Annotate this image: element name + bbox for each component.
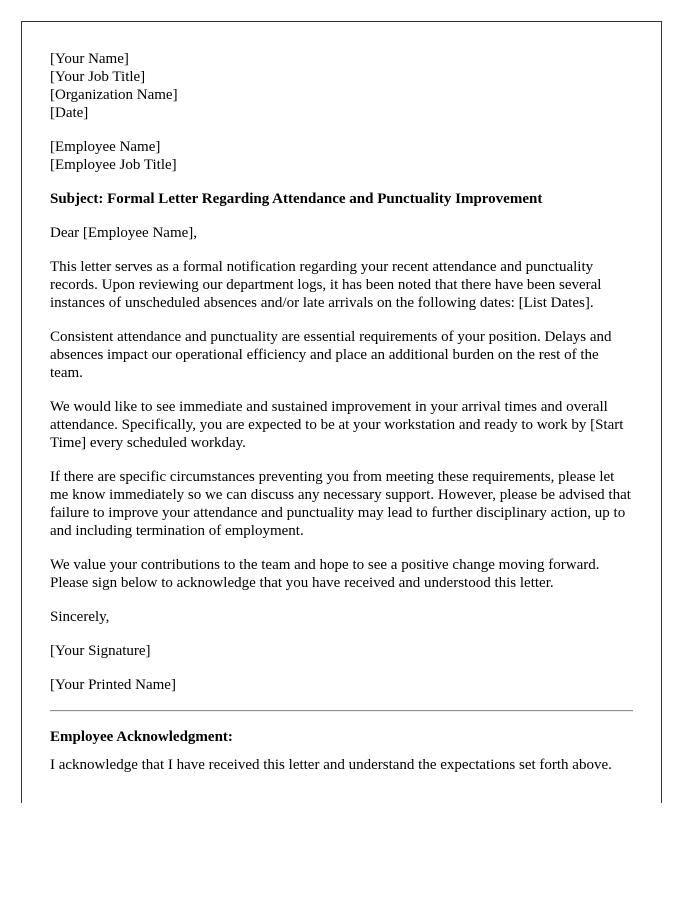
printed-name-placeholder: [Your Printed Name] <box>50 677 176 693</box>
letter-page <box>21 21 662 803</box>
recipient-block <box>50 138 633 174</box>
subject-line: Subject: Formal Letter Regarding Attendance and Punctuality Improvement <box>50 191 543 207</box>
letter-date: [Date] <box>50 105 89 121</box>
acknowledgment-text: I acknowledge that I have received this letter and understand the expectations set forth above. <box>50 757 612 773</box>
closing: Sincerely, <box>50 609 110 625</box>
section-divider <box>50 710 633 712</box>
acknowledgment-heading: Employee Acknowledgment: <box>50 729 233 745</box>
body-paragraph-2: Consistent attendance and punctuality are essential requirements of your position. Delays and absences impact our operational efficiency and place an additional burden on the rest of the team. <box>50 329 612 381</box>
body-paragraph-5: We value your contributions to the team and hope to see a positive change moving forward. Please sign below to acknowledge that you have received and understood this letter. <box>50 557 600 591</box>
body-paragraph-4: If there are specific circumstances preventing you from meeting these requirements, please let me know immediately so we can discuss any necessary support. However, please be advised that failure to improve your attendance and punctuality may lead to further disciplinary action, up to and including termination of employment. <box>50 469 631 539</box>
recipient-job-title: [Employee Job Title] <box>50 157 177 173</box>
salutation: Dear [Employee Name], <box>50 225 198 241</box>
recipient-name: [Employee Name] <box>50 139 161 155</box>
signature-placeholder: [Your Signature] <box>50 643 151 659</box>
sender-name: [Your Name] <box>50 51 129 67</box>
body-paragraph-3: We would like to see immediate and sustained improvement in your arrival times and overall attendance. Specifically, you are expected to be at your workstation and ready to work by [Start Time] every scheduled workday. <box>50 399 624 451</box>
sender-job-title: [Your Job Title] <box>50 69 146 85</box>
sender-organization: [Organization Name] <box>50 87 178 103</box>
sender-block <box>50 50 633 122</box>
body-paragraph-1: This letter serves as a formal notification regarding your recent attendance and punctuality records. Upon reviewing our department logs, it has been noted that there have been several instances of unscheduled absences and/or late arrivals on the following dates: [List Dates]. <box>50 259 602 311</box>
